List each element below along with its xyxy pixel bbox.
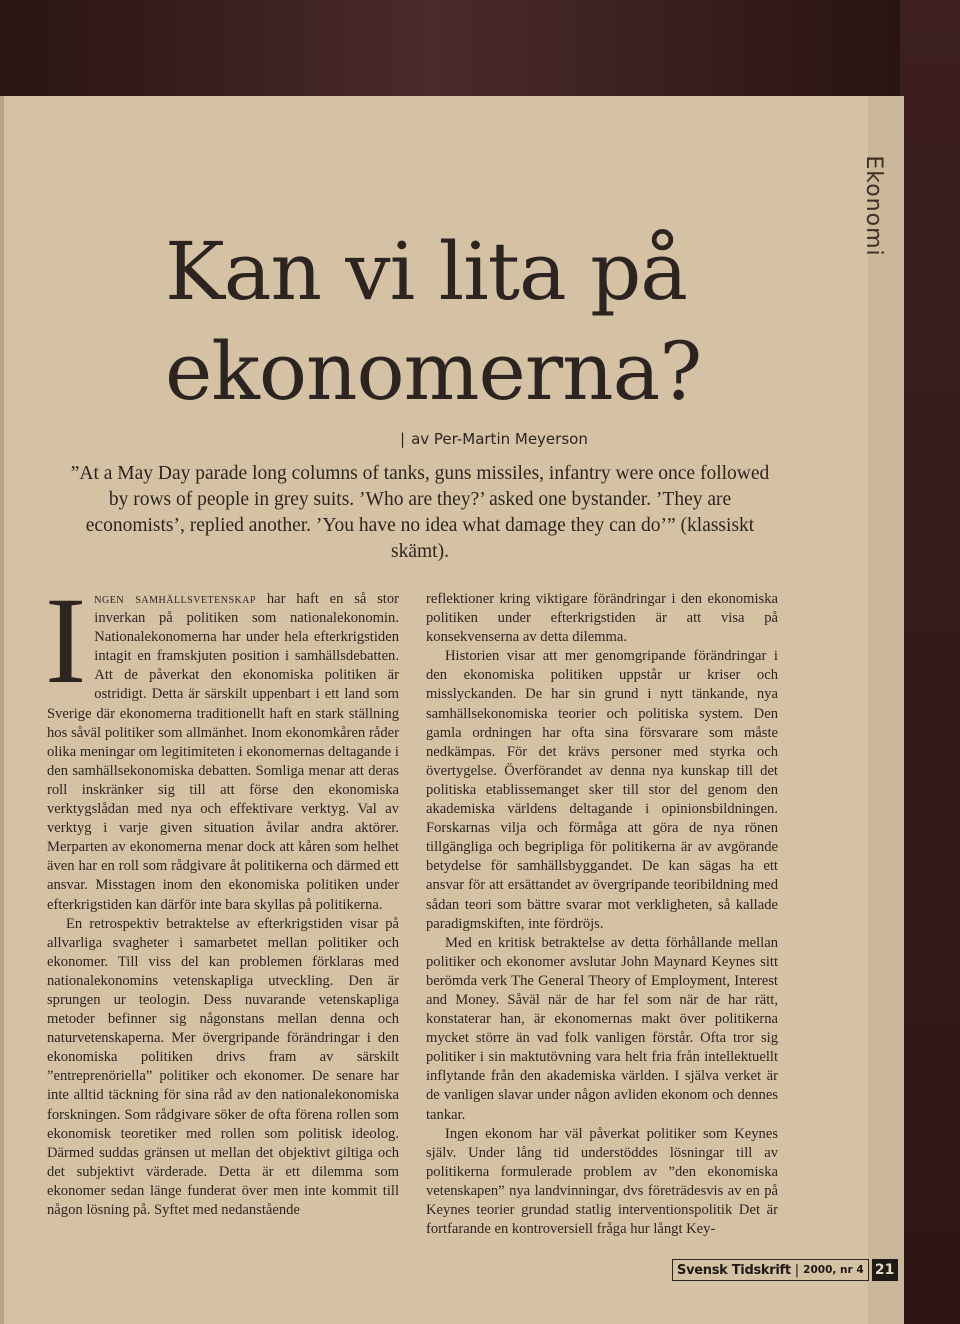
article-paragraph: En retrospektiv betraktelse av efterkrigstiden visar på allvarliga svagheter i samarbetet mellan politiker och ekonomer. Till viss del kan problemen förklaras med nationalekonomins vetenskapliga utveckling. Den är sprungen ur teologin. Dess nuvarande vetenskapliga metoder befinner sig någonstans mellan denna och naturvetenskaperna. Mer övergripande förändringar i den ekonomiska politiken drivs fram av särskilt ”entreprenöriella” politiker och ekonomer. De senare har inte alltid täckning för sina råd av den nationalekonomiska forskningen. Som rådgivare söker de ofta förena rollen som ekonomisk teoretiker med rollen som politisk ideolog. Därmed suddas gränsen ut mellan det objektivt giltiga och det subjektivt värderade. Detta är ett dilemma som ekonomer sedan länge funderat över men inte kommit till någon lösning på. Syftet med nedanstående (47, 915, 399, 1218)
article-column-left (45, 572, 399, 1220)
section-label: Ekonomi (861, 155, 886, 257)
paragraph-text: har haft en så stor inverkan på politiken som nationalekonomin. Nationalekonomerna har under hela efterkrigstiden intagit en framskjuten position i samhällsdebatten. Att de påverkat den ekonomiska politiken är ostridigt. Detta är särskilt uppenbart i ett land som Sverige där ekonomerna traditionellt haft en stark ställning hos såväl politiker som allmänhet. Inom ekonomkåren råder olika meningar om legitimiteten i ekonomernas deltagande i den samhällsekonomiska debatten. Somliga menar att deras roll inskränker sig till att förse den ekonomiska verktygslådan med nya och effektivare verktyg. Val av verktyg i varje given situation åvilar andra aktörer. Merparten av ekonomerna menar dock att kåren som helhet även har en roll som rådgivare åt politikerna och därmed ett ansvar. Misstagen inom den ekonomiska politiken under efterkrigstiden kan därför inte bara skyllas på politikerna. (47, 591, 399, 913)
article-paragraph: Ingen ekonom har väl påverkat politiker som Keynes själv. Under lång tid understöddes lösningar till av politikerna formulerade problem av ”den ekonomiska vetenskapen” nya landvinningar, dvs företrädesvis av en på Keynes teorier grundad statlig interventionspolitik Det är fortfarande en kontroversiell fråga hur långt Key- (426, 1125, 778, 1238)
byline (400, 430, 588, 448)
article-paragraph (45, 572, 399, 915)
article-paragraph: Historien visar att mer genomgripande förändringar i den ekonomiska politiken uppstår ur kriser och misslyckanden. De har sin grund i nytt tänkande, nya samhällsekonomiska teorier och politiska system. Den gamla ordningen har ofta sina försvarare som måste nedkämpas. För det krävs personer med styrka och övertygelse. Överförandet av denna nya kunskap till det politiska etablissemanget sker till stor del genom den akademiska världens deltagande i opinionsbildningen. Forskarnas vilja och förmåga att göra de nya rönen tillgängliga och begripliga för politikerna är av avgörande betydelse för samhällsbyggandet. De kan sägas ha ett ansvar för att ersättandet av övergripande teoribildning med sådan teori som bättre svarar mot verkligheten, så kallade paradigmskiften, inte fördröjs. (426, 648, 778, 932)
background-top-band (0, 0, 960, 96)
article-title (165, 222, 805, 422)
lead-smallcaps: ngen samhällsvetenskap (94, 591, 257, 607)
title-line-2: ekonomerna? (165, 325, 702, 418)
drop-cap: I (45, 572, 87, 709)
article-paragraph: Med en kritisk betraktelse av detta förhållande mellan politiker och ekonomer avslutar John Maynard Keynes sitt berömda verk The General Theory of Employment, Interest and Money. Såväl när de har fel som när de har rätt, konstaterar han, är ekonomernas makt över politikerna mycket större än vad folk vanligen förstår. Ofta tror sig politiker i sin maktutövning vara helt fria från intellektuellt inflytande från den akademiska världen. I själva verket är de vanligen slavar under någon avliden ekonom och dennes tankar. (426, 934, 778, 1123)
publication-info (672, 1259, 869, 1281)
intro-quote: ”At a May Day parade long columns of tanks, guns missiles, infantry were once followed by rows of people in grey suits. ’Who are they?’ asked one bystander. ’They are economists’, replied another. ’You have no idea what damage they can do’” (klassiskt skämt). (70, 463, 770, 562)
title-line-1: Kan vi lita på (165, 225, 687, 318)
byline-bar: | (400, 430, 406, 448)
publication-name: Svensk Tidskrift (677, 1262, 791, 1278)
byline-author: av Per-Martin Meyerson (411, 430, 588, 448)
footer-separator: | (794, 1262, 800, 1278)
page-left-edge (0, 96, 4, 1324)
background-right-band (900, 0, 960, 1324)
article-column-right (426, 590, 778, 1239)
article-paragraph: reflektioner kring viktigare förändringar i den ekonomiska politiken under efterkrigstiden är att visa på konsekvenserna av detta dilemma. (426, 591, 778, 646)
issue-label: 2000, nr 4 (803, 1264, 864, 1276)
section-tab (868, 96, 904, 1324)
page-number: 21 (872, 1259, 898, 1281)
page-footer (672, 1259, 898, 1281)
